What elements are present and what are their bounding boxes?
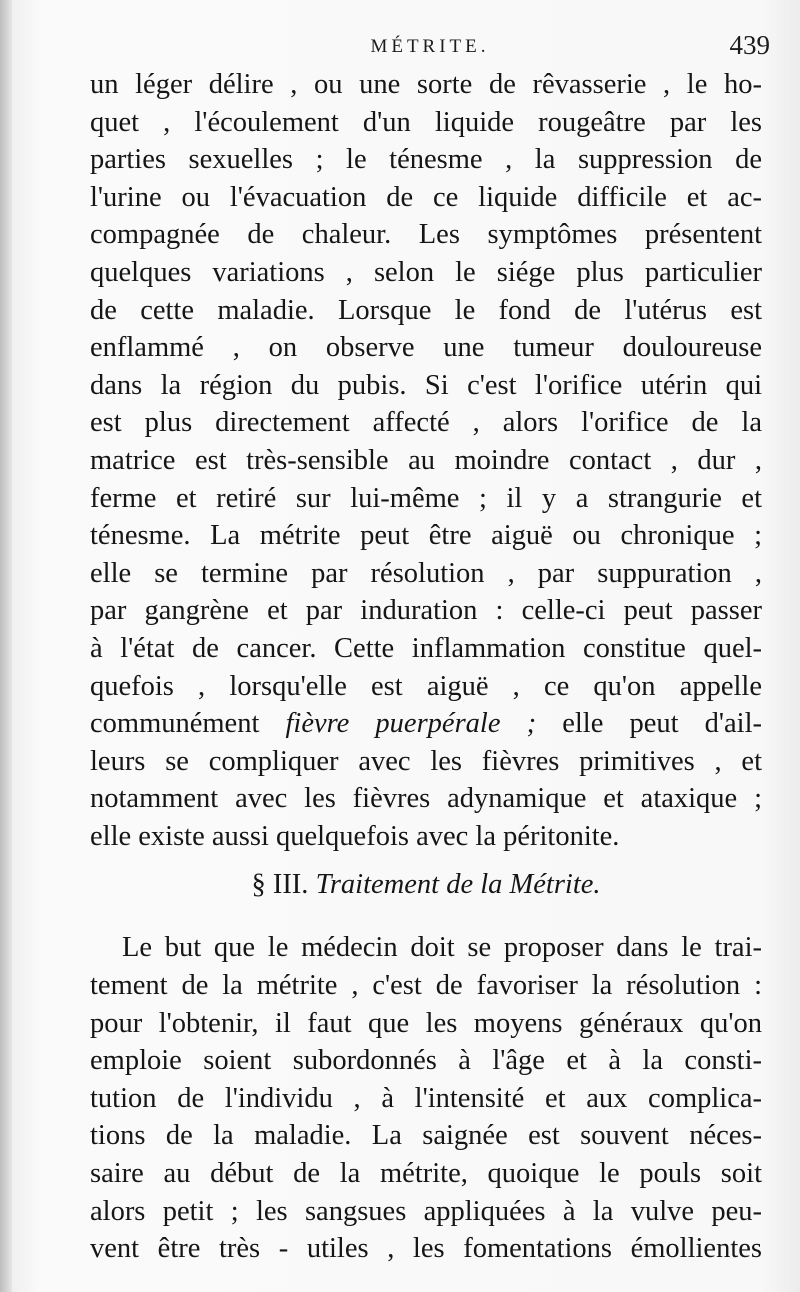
text-line: matrice est très-sensible au moindre contact , dur , bbox=[90, 444, 762, 476]
text-line: ferme et retiré sur lui-même ; il y a strangurie et bbox=[90, 482, 762, 514]
italic-term: fièvre puerpérale ; bbox=[285, 708, 537, 740]
text-line: parties sexuelles ; le ténesme , la suppression de bbox=[90, 144, 762, 176]
text-line: est plus directement affecté , alors l'orifice de la bbox=[90, 407, 762, 439]
running-title: MÉTRITE. bbox=[370, 36, 490, 57]
body-text bbox=[90, 66, 762, 1268]
text-run: elle peut d'ail- bbox=[536, 708, 763, 740]
text-line: quet , l'écoulement d'un liquide rougeâtre par les bbox=[90, 106, 762, 138]
text-line: à l'état de cancer. Cette inflammation constitue quel- bbox=[90, 632, 762, 664]
text-line: tions de la maladie. La saignée est souvent néces- bbox=[90, 1120, 762, 1152]
text-line: par gangrène et par induration : celle-ci peut passer bbox=[90, 595, 762, 627]
text-line: ténesme. La métrite peut être aiguë ou chronique ; bbox=[90, 520, 762, 552]
text-line: l'urine ou l'évacuation de ce liquide difficile et ac- bbox=[90, 181, 762, 213]
text-line-with-italic bbox=[90, 705, 762, 743]
text-line: tution de l'individu , à l'intensité et aux complica- bbox=[90, 1082, 762, 1114]
section-number: § III. bbox=[251, 869, 309, 901]
text-line: notamment avec les fièvres adynamique et ataxique ; bbox=[90, 783, 762, 815]
text-line: elle se termine par résolution , par suppuration , bbox=[90, 557, 762, 589]
text-line: saire au début de la métrite, quoique le pouls soit bbox=[90, 1158, 762, 1190]
text-line: alors petit ; les sangsues appliquées à la vulve peu- bbox=[90, 1195, 762, 1227]
text-line: quefois , lorsqu'elle est aiguë , ce qu'on appelle bbox=[90, 670, 762, 702]
text-line: compagnée de chaleur. Les symptômes présentent bbox=[90, 219, 762, 251]
text-line: vent être très - utiles , les fomentations émollientes bbox=[90, 1233, 762, 1265]
text-line: tement de la métrite , c'est de favoriser la résolution : bbox=[90, 970, 762, 1002]
page-gutter bbox=[0, 0, 12, 1292]
text-run: communément bbox=[90, 708, 286, 740]
section-title: Traitement de la Métrite. bbox=[315, 869, 601, 901]
text-line: quelques variations , selon le siége plus particulier bbox=[90, 256, 762, 288]
text-line: dans la région du pubis. Si c'est l'orifice utérin qui bbox=[90, 369, 762, 401]
text-line: de cette maladie. Lorsque le fond de l'utérus est bbox=[90, 294, 762, 326]
text-line: emploie soient subordonnés à l'âge et à la consti- bbox=[90, 1045, 762, 1077]
section-heading bbox=[90, 855, 762, 909]
text-line: pour l'obtenir, il faut que les moyens généraux qu'on bbox=[90, 1007, 762, 1039]
text-line: elle existe aussi quelquefois avec la péritonite. bbox=[90, 820, 620, 852]
page-number: 439 bbox=[729, 30, 770, 60]
spacer bbox=[90, 909, 762, 929]
text-line: Le but que le médecin doit se proposer dans le trai- bbox=[122, 932, 762, 964]
text-line: enflammé , on observe une tumeur douloureuse bbox=[90, 332, 762, 364]
text-line: leurs se compliquer avec les fièvres primitives , et bbox=[90, 745, 762, 777]
text-line: un léger délire , ou une sorte de rêvasserie , le ho- bbox=[90, 69, 762, 100]
page-header bbox=[90, 30, 770, 64]
